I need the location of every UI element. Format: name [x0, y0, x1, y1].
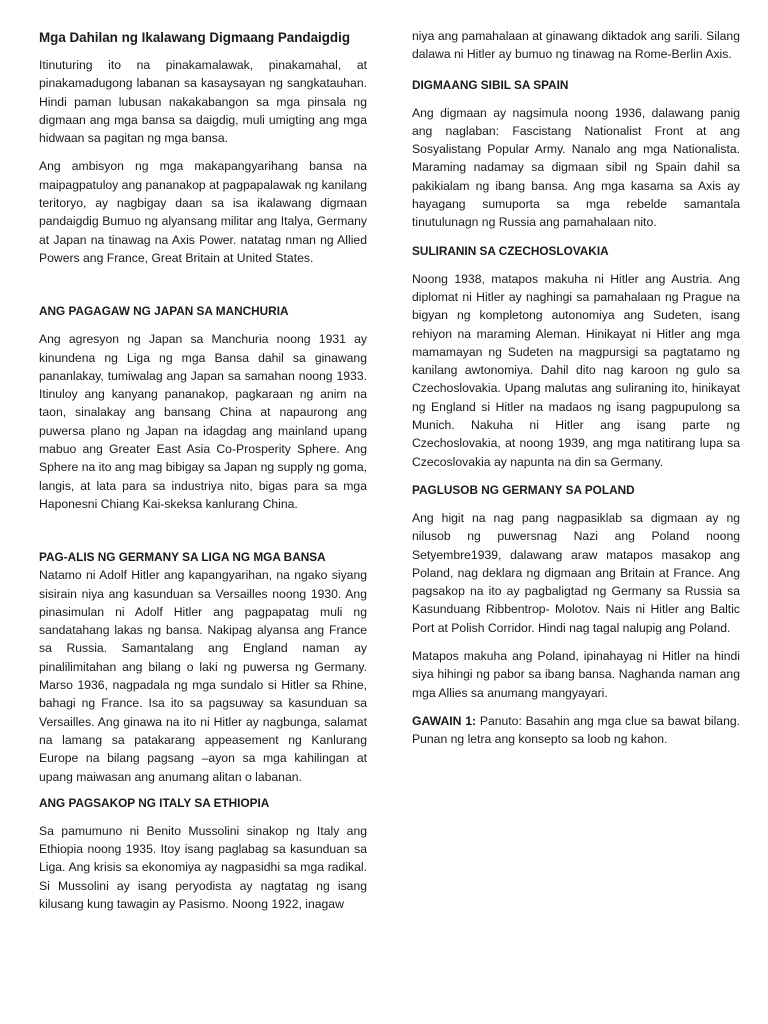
intro-paragraph-1: Itinuturing ito na pinakamalawak, pinakamahal, at pinakamadugong labanan sa kasaysayan ng sangkatauhan. Hindi paman lubusan nakakabangon sa mga pinsala ng digmaan ang mga bansa sa daigdig, muli umigting ang mga hidwaan sa pagitan ng mga bansa. [39, 58, 367, 146]
italy-ethiopia-heading: ANG PAGSAKOP NG ITALY SA ETHIOPIA [39, 795, 270, 810]
gawain-paragraph [412, 712, 740, 749]
germany-liga-heading: PAG-ALIS NG GERMANY SA LIGA NG MGA BANSA [39, 550, 326, 565]
document-title: Mga Dahilan ng Ikalawang Digmaang Pandaigdig [39, 30, 351, 45]
japan-manchuria-heading: ANG PAGAGAW NG JAPAN SA MANCHURIA [39, 304, 289, 319]
gawain-label: GAWAIN 1: [412, 713, 477, 728]
right-column [412, 0, 740, 749]
left-column [39, 0, 367, 913]
poland-body-1: Ang higit na nag pang nagpasiklab sa digmaan ay ng nilusob ng puwersnag Nazi ang Poland noong Setyembre1939, dalawang araw matapos masakop ang Poland, nag deklara ng digmaan ang Britain at France. Ang pagsakop na ito ay pagbaligtad ng Germany sa Russia sa Kasunduang Ribbentrop- Molotov. Nais ni Hitler ang Baltic Port at Polish Corridor. Hindi nag tagal nalupig ang Poland. [412, 510, 740, 635]
spain-body: Ang digmaan ay nagsimula noong 1936, dalawang panig ang naglaban: Fascistang Nationalist Front at ang Sosyalistang Popular Army. Nanalo ang mga Nationalista. Maraming nadamay sa digmaan sibil ng Spain dahil sa pakikialam ng ibang bansa. Ang mga kasama sa Axis ay hayagang sumuporta sa mga rebelde samantala tinutulunagn ng Russia ang pamahalaan nito. [412, 105, 740, 230]
czech-body: Noong 1938, matapos makuha ni Hitler ang Austria. Ang diplomat ni Hitler ay naghingi sa pamahalaan ng Prague na bigyan ng kompletong autonomiya ang Sudeten, isang rehiyon na maraming Aleman. Hinikayat ni Hitler ang mga mamamayan ng Sudeten na magpursigi sa pagtatamo ng kanilang awtonomiya. Dahil dito nag karoon ng gulo sa Czechoslovakia. Upang malutas ang suliraning ito, hinikayat ng England si Hitler na madaos ng isang pagpupulong sa Munich. Nakuha ni Hitler ang isang parte ng Czechoslovakia, at noong 1939, ang mga natitirang lupa sa Czecoslovakia ay napunta na din sa Germany. [412, 271, 740, 469]
poland-heading: PAGLUSOB NG GERMANY SA POLAND [412, 482, 635, 497]
poland-body-2: Matapos makuha ang Poland, ipinahayag ni Hitler na hindi siya hihingi ng pabor sa ibang bansa. Naghanda naman ang mga Allies sa anumang mangyayari. [412, 649, 740, 700]
spain-heading: DIGMAANG SIBIL SA SPAIN [412, 77, 569, 92]
czech-heading: SULIRANIN SA CZECHOSLOVAKIA [412, 243, 609, 258]
germany-liga-body: Natamo ni Adolf Hitler ang kapangyarihan, na ngako siyang sisirain niya ang kasunduan sa Versailles noong 1930. Ang pinasimulan ni Adolf Hitler ang pagpapatag muli ng sandatahang lakas ng bansa. Nakipag alyansa ang France sa Russia. Samantalang ang England naman ay pinalilimitahan ang bilang o laki ng puwersa ng Germany. Marso 1936, nagpadala ng mga sundalo si Hitler sa Rhine, bahagi ng France. Isa ito sa pagsuway sa kasunduan sa Versailles. Ang ginawa na ito ni Hitler ay nagbunga, salamat na lamang sa patakarang appeasement ng Kanlurang Europe na bilang pagsang –ayon sa mga kahilingan at upang maiwasan ang anumang alitan o labanan. [39, 568, 367, 784]
gawain-instruction: Panuto: Basahin ang mga clue sa bawat bilang. Punan ng letra ang konsepto sa loob ng kahon. [412, 713, 741, 747]
japan-manchuria-body: Ang agresyon ng Japan sa Manchuria noong 1931 ay kinundena ng Liga ng mga Bansa dahil sa ginawang pananlakay, tumiwalag ang Japan sa samahan noong 1933. Itinuloy ang kanyang pananakop, pagkaraan ng anim na taon, sinalakay ang bansang China at napaurong ang puwersa plano ng Japan na idagdag ang mainland upang mabuo ang Greater East Asia Co-Prosperity Sphere. Ang Sphere na ito ang mag bibigay sa Japan ng supply ng goma, langis, at lata para sa industriya nito, bigas para sa mga Haponesni Chiang Kai-skeksa kanlurang China. [39, 332, 367, 511]
italy-continuation: niya ang pamahalaan at ginawang diktadok ang sarili. Silang dalawa ni Hitler ay bumuo ng tinawag na Rome-Berlin Axis. [412, 29, 740, 62]
intro-paragraph-2: Ang ambisyon ng mga makapangyarihang bansa na maipagpatuloy ang pananakop at pagpapalawak ng kanilang teritoryo, ay nagbigay daan sa isa ikalawang digmaan pandaigdig Bumuo ng alyansang militar ang Italya, Germany at Japan na tinawag na Axis Power. natatag nman ng Allied Powers ang France, Great Britain at United States. [39, 159, 367, 265]
italy-ethiopia-body: Sa pamumuno ni Benito Mussolini sinakop ng Italy ang Ethiopia noong 1935. Itoy isang paglabag sa kasunduan sa Liga. Ang krisis sa ekonomiya ay nagpasidhi sa mga radikal. Si Mussolini ay isang peryodista ay nagtatag ng isang kilusang kung tawagin ay Pasismo. Noong 1922, inagaw [39, 823, 367, 911]
